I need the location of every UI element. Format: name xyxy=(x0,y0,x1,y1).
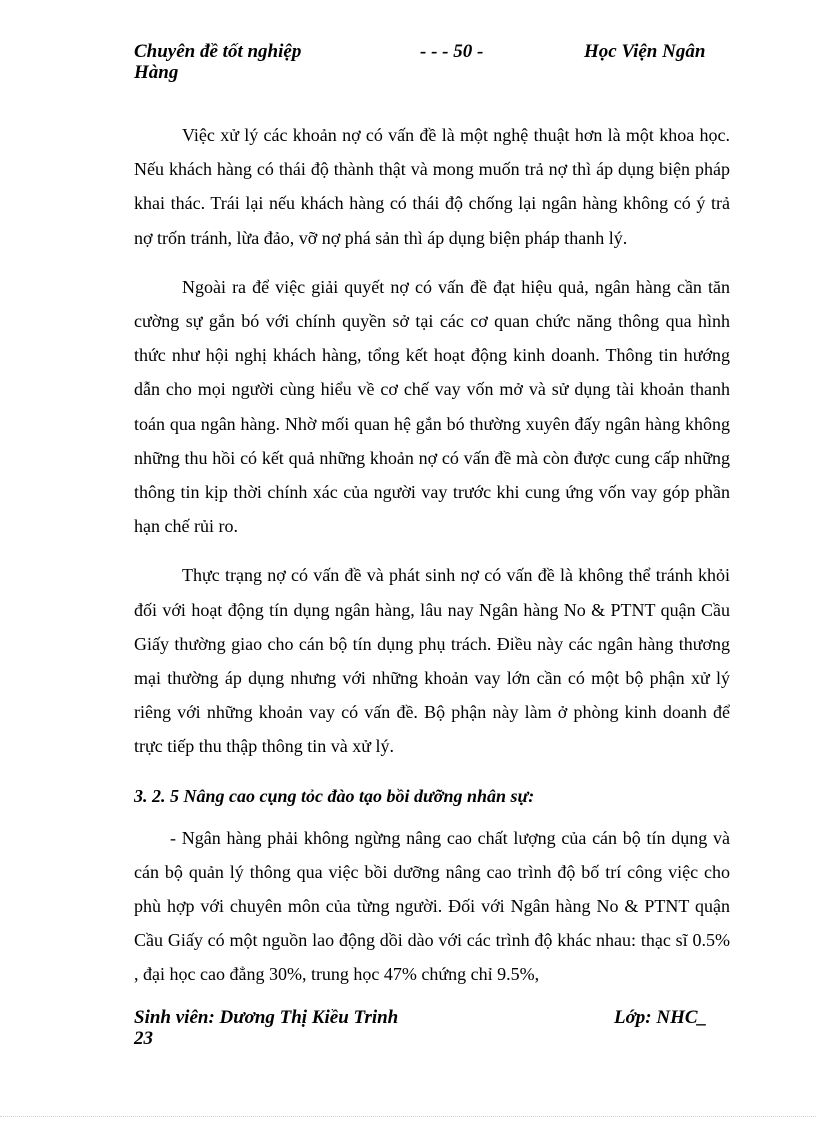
header-institution: Học Viện Ngân xyxy=(584,41,706,62)
footer-student-name: Sinh viên: Dương Thị Kiều Trinh xyxy=(134,1007,399,1028)
section-heading: 3. 2. 5 Nâng cao cụng tỏc đào tạo bồi dưỡng nhân sự: xyxy=(134,785,535,806)
body-paragraph: Thực trạng nợ có vấn đề và phát sinh nợ có vấn đề là không thể tránh khỏi đối với hoạt động tín dụng ngân hàng, lâu nay Ngân hàng No & PTNT quận Cầu Giấy thường giao cho cán bộ tín dụng phụ trách. Điều này các ngân hàng thương mại thường áp dụng nhưng với những khoản vay lớn cần có một bộ phận xử lý riêng với những khoản vay có vấn đề. Bộ phận này làm ở phòng kinh doanh để trực tiếp thu thập thông tin và xử lý. xyxy=(134,565,730,757)
footer-student-name-continued: 23 xyxy=(134,1028,153,1049)
header-document-title-continued: Hàng xyxy=(134,62,179,83)
body-paragraph: Ngoài ra để việc giải quyết nợ có vấn đề đạt hiệu quả, ngân hàng cần tăn cường sự gắn bó với chính quyền sở tại các cơ quan chức năng thông qua hình thức như hội nghị khách hàng, tổng kết hoạt động kinh doanh. Thông tin hướng dẫn cho mọi người cùng hiểu về cơ chế vay vốn mở và sử dụng tài khoản thanh toán qua ngân hàng. Nhờ mối quan hệ gắn bó thường xuyên đấy ngân hàng không những thu hồi có kết quả những khoản nợ có vấn đề mà còn được cung cấp những thông tin kịp thời chính xác của người vay trước khi cung ứng vốn vay góp phần hạn chế rủi ro. xyxy=(134,276,730,537)
page-body xyxy=(134,118,730,1007)
page-edge-divider xyxy=(0,1116,816,1117)
section-paragraph: - Ngân hàng phải không ngừng nâng cao chất lượng của cán bộ tín dụng và cán bộ quản lý thông qua việc bồi dưỡng nâng cao trình độ bố trí công việc cho phù hợp với chuyên môn của từng người. Đối với Ngân hàng No & PTNT quận Cầu Giấy có một nguồn lao động dồi dào với các trình độ khác nhau: thạc sĩ 0.5% , đại học cao đẳng 30%, trung học 47% chứng chỉ 9.5%, xyxy=(134,827,730,985)
body-paragraph: Việc xử lý các khoản nợ có vấn đề là một nghệ thuật hơn là một khoa học. Nếu khách hàng có thái độ thành thật và mong muốn trả nợ thì áp dụng biện pháp khai thác. Trái lại nếu khách hàng có thái độ chống lại ngân hàng không có ý trả nợ trốn tránh, lừa đảo, vỡ nợ phá sản thì áp dụng biện pháp thanh lý. xyxy=(134,125,730,248)
footer-class: Lớp: NHC_ xyxy=(614,1007,708,1028)
page-number: - - - 50 - xyxy=(420,41,484,62)
header-document-title: Chuyên đề tốt nghiệp xyxy=(134,41,302,62)
